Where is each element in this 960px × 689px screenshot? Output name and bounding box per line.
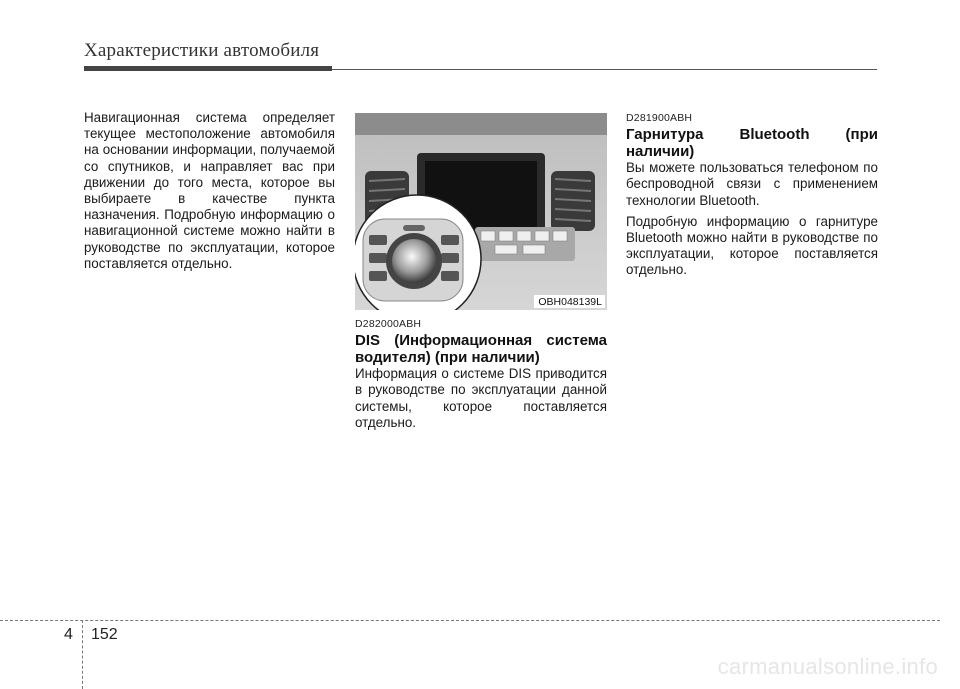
dashboard-photo — [355, 113, 607, 310]
header-rule-thin — [332, 69, 877, 70]
page-header-title: Характеристики автомобиля — [84, 40, 320, 61]
column-navigation — [84, 110, 335, 272]
column-dis — [355, 316, 607, 431]
watermark-text: carmanualsonline.info — [717, 654, 938, 679]
figure-code-label: OBH048139L — [534, 295, 605, 308]
footer-dashed-divider — [82, 620, 83, 689]
header-rule-thick — [84, 66, 332, 71]
dis-section-heading: DIS (Информационная система водителя) (при наличии) — [355, 332, 607, 367]
chapter-number: 4 — [64, 626, 73, 643]
dashboard-illustration — [355, 113, 607, 310]
bluetooth-section-code: D281900ABH — [626, 112, 693, 124]
dis-section-code: D282000ABH — [355, 318, 422, 330]
controller-knob — [392, 239, 436, 283]
page-number: 152 — [91, 626, 118, 643]
bluetooth-section-heading: Гарнитура Bluetooth (при наличии) — [626, 126, 878, 161]
bluetooth-paragraph-1: Вы можете пользоваться телефоном по беспроводной связи с применением технологии Bluetooth. — [626, 160, 878, 208]
dis-paragraph: Информация о системе DIS приводится в руководстве по эксплуатации данной системы, которое поставляется отдельно. — [355, 366, 607, 430]
footer-dashed-rule — [0, 620, 940, 621]
column-bluetooth — [626, 110, 878, 279]
bluetooth-paragraph-2: Подробную информацию о гарнитуре Bluetooth можно найти в руководстве по эксплуатации, которое поставляется отдельно. — [626, 213, 878, 278]
navigation-paragraph: Навигационная система определяет текущее местоположение автомобиля на основании информации, получаемой со спутников, и направляет вас при движении до того места, которое вы выбираете в качестве пункта назначения. Подробную информацию о навигационной системе можно найти в руководстве по эксплуатации, которое поставляется отдельно. — [84, 110, 335, 271]
